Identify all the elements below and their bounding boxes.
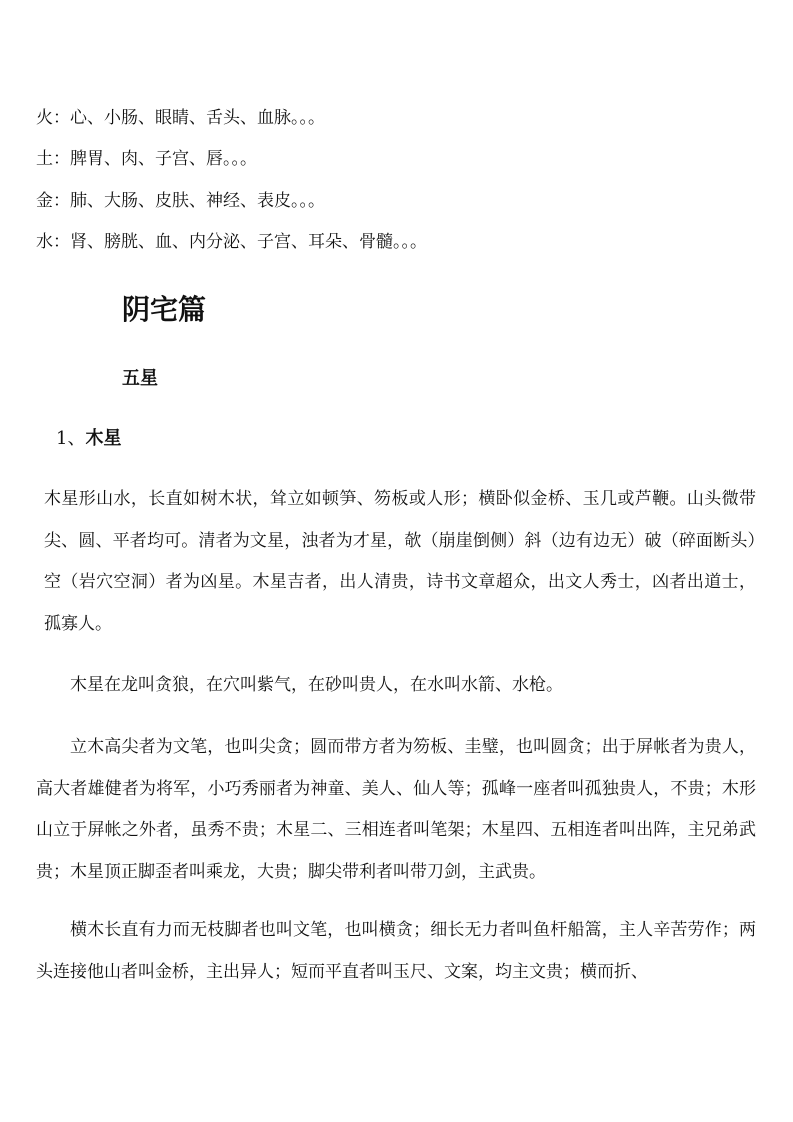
- organ-line-metal: 金：肺、大肠、皮肤、神经、表皮。。。: [36, 191, 325, 211]
- organ-line-earth: 土：脾胃、肉、子宫、唇。。。: [36, 149, 257, 169]
- paragraph-upright-wood: 立木高尖者为文笔，也叫尖贪；圆而带方者为笏板、圭璧，也叫圆贪；出于屏帐者为贵人，高大者雄健者为将军，小巧秀丽者为神童、美人、仙人等；孤峰一座者叫孤独贵人，不贵；木形山立于屏帐之外者，虽秀不贵；木星二、三相连者叫笔架；木星四、五相连者叫出阵，主兄弟武贵；木星顶正脚歪者叫乘龙，大贵；脚尖带利者叫带刀剑，主武贵。: [36, 737, 756, 882]
- section-title: 阴宅篇: [122, 293, 207, 326]
- subsection-title: 五星: [122, 368, 158, 389]
- paragraph-wood-star-names: 木星在龙叫贪狼，在穴叫紫气，在砂叫贵人，在水叫水箭、水枪。: [70, 675, 563, 695]
- paragraph-horizontal-wood: 横木长直有力而无枝脚者也叫文笔，也叫横贪；细长无力者叫鱼杆船篙，主人辛苦劳作；两头连接他山者叫金桥，主出异人；短而平直者叫玉尺、文案，均主文贵；横而折、: [36, 920, 756, 982]
- item-heading: [56, 426, 121, 452]
- item-number: 1、: [56, 428, 86, 449]
- item-title: 木星: [85, 428, 122, 449]
- organ-line-water: 水：肾、膀胱、血、内分泌、子宫、耳朵、骨髓。。。: [36, 232, 427, 252]
- organ-line-fire: 火：心、小肠、眼睛、舌头、血脉。。。: [36, 108, 325, 128]
- paragraph-wood-star-shape: 木星形山水，长直如树木状，耸立如顿笋、笏板或人形；横卧似金桥、玉几或芦鞭。山头微带尖、圆、平者均可。清者为文星，浊者为才星，欹（崩崖倒侧）斜（边有边无）破（碎面断头）空（岩穴空洞）者为凶星。木星吉者，出人清贵，诗书文章超众，出文人秀士，凶者出道士，孤寡人。: [44, 489, 756, 634]
